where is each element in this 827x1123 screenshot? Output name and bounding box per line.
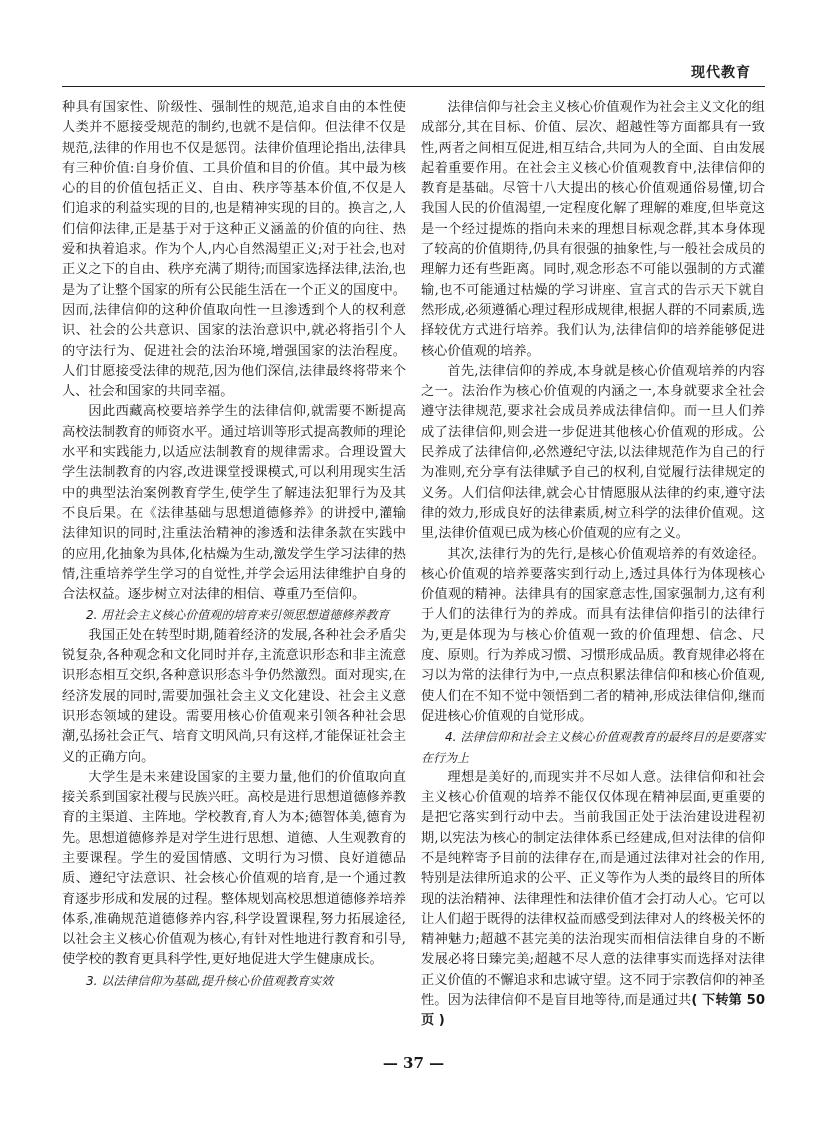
paragraph: 种具有国家性、阶级性、强制性的规范,追求自由的本性使人类并不愿接受规范的制约,也就不是信仰。但法律不仅是规范,法律的作用也不仅是惩罚。法律价值理论指出,法律具有三种价值:自身价值、工具价值和目的价值。其中最为核心的目的价值包括正义、自由、秩序等基本价值,不仅是人们追求的利益实现的目的,也是精神实现的目的。换言之,人们信仰法律,正是基于对于这种正义涵盖的价值的向往、热爱和执着追求。作为个人,内心自然渴望正义;对于社会,也对正义之下的自由、秩序充满了期待;而国家选择法律,法治,也是为了让整个国家的所有公民能生活在一个正义的国度中。因而,法律信仰的这种价值取向性一旦渗透到个人的权利意识、社会的公共意识、国家的法治意识中,就必将指引个人的守法行为、促进社会的法治环境,增强国家的法治程度。人们甘愿接受法律的规范,因为他们深信,法律最终将带来个人、社会和国家的共同幸福。 xyxy=(62,100,406,400)
paragraph: 我国正处在转型时期,随着经济的发展,各种社会矛盾尖锐复杂,各种观念和文化同时并存,主流意识形态和非主流意识形态相互交织,各种意识形态斗争仍然激烈。面对现实,在经济发展的同时,需要加强社会主义文化建设、社会主义意识形态领域的建设。需要用核心价值观来引领各种社会思潮,弘扬社会正气、培育文明风尚,只有这样,才能保证社会主义的正确方向。 xyxy=(62,627,406,765)
right-column xyxy=(421,98,765,1032)
header-rule xyxy=(62,86,765,87)
page-number: — 37 — xyxy=(382,1054,445,1072)
continuation-note: ( 下转第 50 页 ) xyxy=(421,993,765,1029)
paragraph: 首先,法律信仰的养成,本身就是核心价值观培养的内容之一。法治作为核心价值观的内涵之一,本身就要求全社会遵守法律规范,要求社会成员养成法律信仰。而一旦人们养成了法律信仰,则会进一步促进其他核心价值观的形成。公民养成了法律信仰,必然遵纪守法,以法律规范作为自己的行为准则,充分享有法律赋予自己的权利,自觉履行法律规定的义务。人们信仰法律,就会心甘情愿服从法律的约束,遵守法律的效力,形成良好的法律素质,树立科学的法律价值观。这里,法律价值观已成为核心价值观的应有之义。 xyxy=(421,363,765,542)
paragraph-text: 理想是美好的,而现实并不尽如人意。法律信仰和社会主义核心价值观的培养不能仅仅体现在精神层面,更重要的是把它落实到行动中去。当前我国正处于法治建设进程初期,以宪法为核心的制定法律体系已经建成,但对法律的信仰不是纯粹寄予目前的法律存在,而是通过法律对社会的作用,特别是法律所追求的公平、正义等作为人类的最终目的所体现的法治精神、法律理性和法律价值才会打动人心。它可以让人们超于既得的法律权益而感受到法律对人的终极关怀的精神魅力;超越不甚完美的法治现实而相信法律自身的不断发展必将日臻完美;超越不尽人意的法律事实而选择对法律正义价值的不懈追求和忠诚守望。这不同于宗教信仰的神圣性。因为法律信仰不是盲目地等待,而是通过共 xyxy=(421,769,765,1009)
paragraph: 大学生是未来建设国家的主要力量,他们的价值取向直接关系到国家社稷与民族兴旺。高校是进行思想道德修养教育的主渠道、主阵地。学校教育,育人为本;德智体美,德育为先。思想道德修养是对学生进行思想、道德、人生观教育的主要课程。学生的爱国情感、文明行为习惯、良好道德品质、遵纪守法意识、社会核心价值观的培育,是一个通过教育逐步形成和发展的过程。整体规划高校思想道德修养培养体系,准确规范道德修养内容,科学设置课程,努力拓展途径,以社会主义核心价值观为核心,有针对性地进行教育和引导,使学校的教育更具科学性,更好地促进大学生健康成长。 xyxy=(62,769,406,968)
paragraph: 因此西藏高校要培养学生的法律信仰,就需要不断提高高校法制教育的师资水平。通过培训等形式提高教师的理论水平和实践能力,以适应法制教育的规律需求。合理设置大学生法制教育的内容,改进课堂授课模式,可以利用现实生活中的典型法治案例教育学生,使学生了解违法犯罪行为及其不良后果。在《法律基础与思想道德修养》的讲授中,灌输法律知识的同时,注重法治精神的渗透和法律条款在实践中的应用,化抽象为具体,化枯燥为生动,激发学生学习法律的热情,注重培养学生学习的自觉性,并学会运用法律维护自身的合法权益。逐步树立对法律的相信、尊重乃至信仰。 xyxy=(62,404,406,603)
journal-name: 现代教育 xyxy=(691,65,751,81)
left-column xyxy=(62,98,406,991)
paragraph xyxy=(421,768,765,1032)
section-heading: 4. 法律信仰和社会主义核心价值观教育的最终目的是要落实在行为上 xyxy=(421,730,765,765)
section-heading: 2. 用社会主义核心价值观的培育来引领思想道德修养教育 xyxy=(86,608,390,623)
paragraph: 法律信仰与社会主义核心价值观作为社会主义文化的组成部分,其在目标、价值、层次、超越性等方面都具有一致性,两者之间相互促进,相互结合,共同为人的全面、自由发展起着重要作用。在社会主义核心价值观教育中,法律信仰的教育是基础。尽管十八大提出的核心价值观通俗易懂,切合我国人民的价值渴望,一定程度化解了理解的难度,但毕竟这是一个经过提炼的指向未来的理想目标观念群,其本身体现了较高的价值期待,仍具有很强的抽象性,与一般社会成员的理解力还有些距离。同时,观念形态不可能以强制的方式灌输,也不可能通过枯燥的学习讲座、宣言式的告示天下就自然形成,必须遵循心理过程形成规律,根据人群的不同素质,选择较优方式进行培养。我们认为,法律信仰的培养能够促进核心价值观的培养。 xyxy=(421,100,765,359)
paragraph: 其次,法律行为的先行,是核心价值观培养的有效途径。核心价值观的培养要落实到行动上,透过具体行为体现核心价值观的精神。法律具有的国家意志性,国家强制力,这有利于人们的法律行为的养成。而具有法律信仰指引的法律行为,更是体现为与核心价值观一致的价值理想、信念、尺度、原则。行为养成习惯、习惯形成品质。教育规律必将在习以为常的法律行为中,一点点积累法律信仰和核心价值观,使人们在不知不觉中领悟到二者的精神,形成法律信仰,继而促进核心价值观的自觉形成。 xyxy=(421,546,765,724)
section-heading: 3. 以法律信仰为基础,提升核心价值观教育实效 xyxy=(86,973,334,988)
